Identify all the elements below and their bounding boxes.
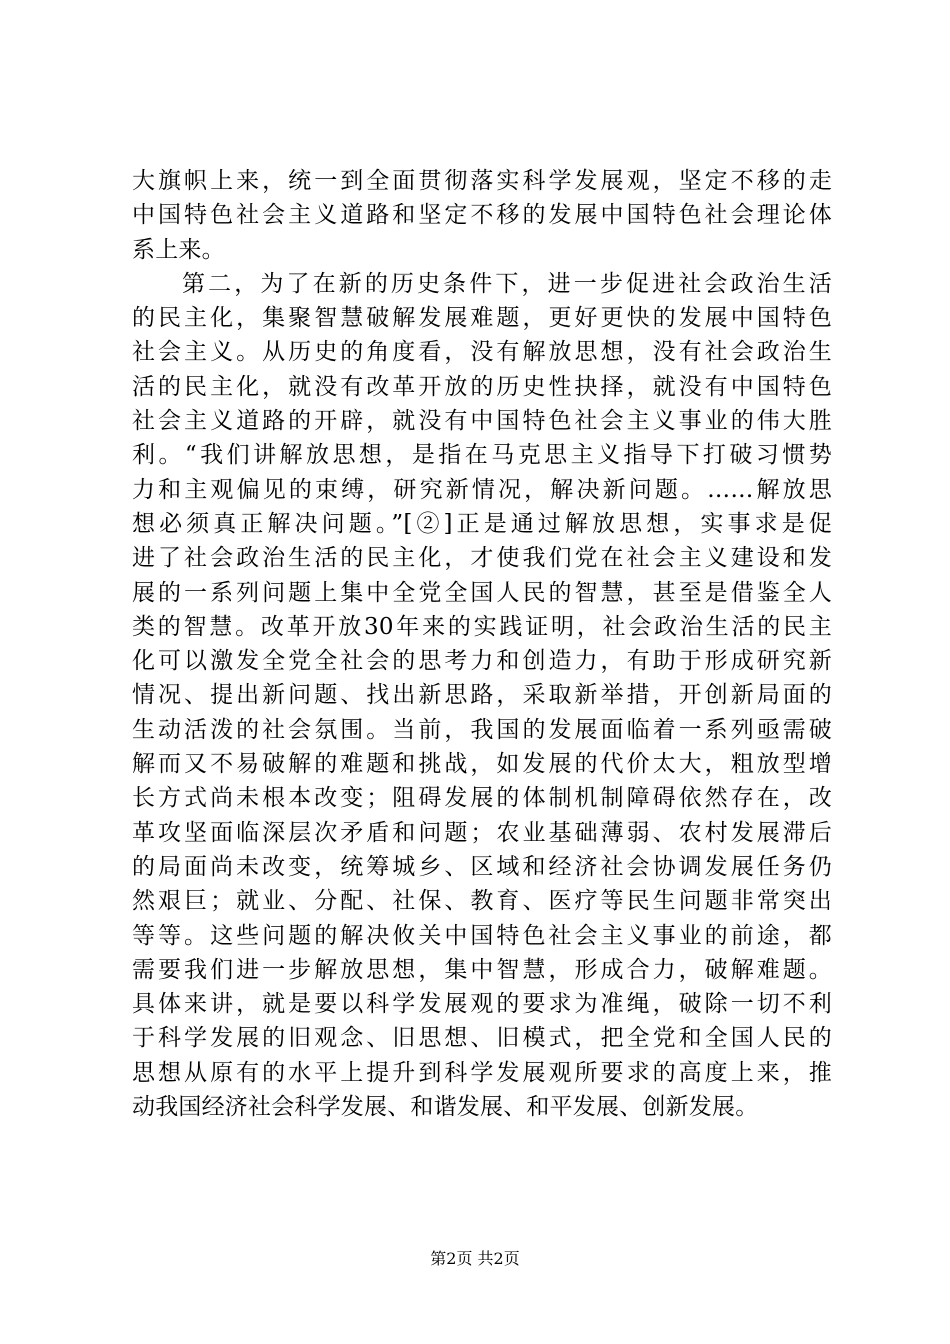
text-line: 社会主义。从历史的角度看，没有解放思想，没有社会政治生 (132, 339, 832, 366)
text-line: 系上来。 (132, 236, 225, 263)
text-line: 于科学发展的旧观念、旧思想、旧模式，把全党和全国人民的 (132, 1025, 832, 1052)
text-line: 大旗帜上来，统一到全面贯彻落实科学发展观，坚定不移的走 (132, 168, 832, 194)
text-line: 的局面尚未改变，统筹城乡、区域和经济社会协调发展任务仍 (132, 853, 832, 880)
text-line: 革攻坚面临深层次矛盾和问题；农业基础薄弱、农村发展滞后 (132, 819, 832, 846)
text-line: 解而又不易破解的难题和挑战，如发展的代价太大，粗放型增 (132, 751, 832, 778)
text-line: 想必须真正解决问题。”[②]正是通过解放思想，实事求是促 (132, 510, 832, 537)
text-line: 化可以激发全党全社会的思考力和创造力，有助于形成研究新 (132, 648, 832, 675)
text-line: 具体来讲，就是要以科学发展观的要求为准绳，破除一切不利 (132, 991, 832, 1018)
page-number-footer: 第2页 共2页 (430, 1249, 520, 1268)
text-line: 思想从原有的水平上提升到科学发展观所要求的高度上来，推 (132, 1059, 832, 1086)
text-line: 等等。这些问题的解决攸关中国特色社会主义事业的前途，都 (132, 922, 832, 949)
paragraph-first-line: 第二，为了在新的历史条件下，进一步促进社会政治生活 (182, 270, 832, 297)
text-line: 活的民主化，就没有改革开放的历史性抉择，就没有中国特色 (132, 373, 832, 400)
text-line: 然艰巨；就业、分配、社保、教育、医疗等民生问题非常突出 (132, 888, 832, 915)
text-line: 力和主观偏见的束缚，研究新情况，解决新问题。……解放思 (132, 476, 832, 503)
text-line: 生动活泼的社会氛围。当前，我国的发展面临着一系列亟需破 (132, 716, 832, 743)
text-line: 动我国经济社会科学发展、和谐发展、和平发展、创新发展。 (132, 1094, 759, 1121)
text-line: 类的智慧。改革开放30年来的实践证明，社会政治生活的民主 (132, 613, 832, 640)
text-line: 中国特色社会主义道路和坚定不移的发展中国特色社会理论体 (132, 202, 832, 229)
text-line: 长方式尚未根本改变；阻碍发展的体制机制障碍依然存在，改 (132, 785, 832, 812)
text-line: 需要我们进一步解放思想，集中智慧，形成合力，破解难题。 (132, 956, 832, 983)
text-line: 的民主化，集聚智慧破解发展难题，更好更快的发展中国特色 (132, 305, 832, 332)
body-text (132, 164, 832, 1124)
text-line: 进了社会政治生活的民主化，才使我们党在社会主义建设和发 (132, 545, 832, 572)
text-line: 展的一系列问题上集中全党全国人民的智慧，甚至是借鉴全人 (132, 579, 832, 606)
text-line: 社会主义道路的开辟，就没有中国特色社会主义事业的伟大胜 (132, 408, 832, 435)
text-line: 利。“我们讲解放思想，是指在马克思主义指导下打破习惯势 (132, 442, 832, 469)
text-line: 情况、提出新问题、找出新思路，采取新举措，开创新局面的 (132, 682, 832, 709)
